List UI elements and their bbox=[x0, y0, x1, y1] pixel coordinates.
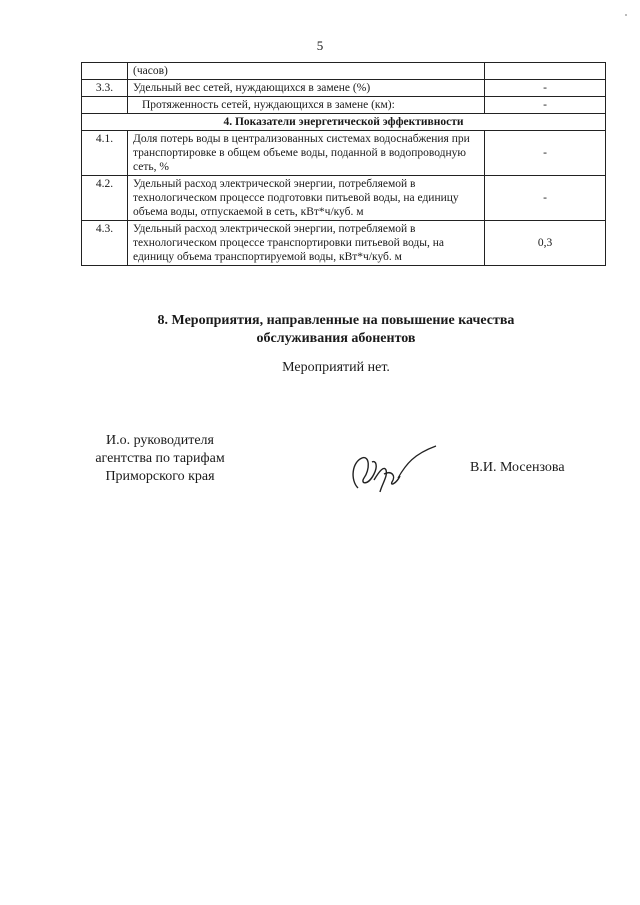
row-number: 4.3. bbox=[82, 221, 128, 266]
section-8-heading-line1: 8. Мероприятия, направленные на повышение качества bbox=[157, 313, 515, 328]
table-row bbox=[82, 221, 606, 266]
table-row bbox=[82, 97, 606, 114]
indicator-name: Протяженность сетей, нуждающихся в замене (км): bbox=[128, 97, 485, 114]
row-number bbox=[82, 63, 128, 80]
signer-title bbox=[70, 432, 250, 486]
table-row bbox=[82, 176, 606, 221]
scan-speck bbox=[625, 14, 627, 16]
signer-title-line1: И.о. руководителя bbox=[105, 433, 214, 448]
indicator-value bbox=[485, 63, 606, 80]
indicator-name: Удельный вес сетей, нуждающихся в замене (%) bbox=[128, 80, 485, 97]
table-row bbox=[82, 131, 606, 176]
indicator-name: (часов) bbox=[128, 63, 485, 80]
indicator-name: Удельный расход электрической энергии, потребляемой в технологическом процессе подготовки питьевой воды, на единицу объема воды, отпускаемой в сеть, кВт*ч/куб. м bbox=[128, 176, 485, 221]
row-number: 4.2. bbox=[82, 176, 128, 221]
signer-title-line3: Приморского края bbox=[105, 469, 215, 484]
row-number: 4.1. bbox=[82, 131, 128, 176]
handwritten-signature bbox=[340, 440, 440, 500]
indicator-name: Доля потерь воды в централизованных системах водоснабжения при транспортировке в общем объеме воды, поданной в водопроводную сеть, % bbox=[128, 131, 485, 176]
section-8-heading-line2: обслуживания абонентов bbox=[256, 331, 416, 346]
section-8-heading bbox=[0, 312, 640, 348]
indicator-name: Удельный расход электрической энергии, потребляемой в технологическом процессе транспортировки питьевой воды, на единицу объема транспортируемой воды, кВт*ч/куб. м bbox=[128, 221, 485, 266]
indicators-table bbox=[81, 62, 606, 266]
indicator-value: 0,3 bbox=[485, 221, 606, 266]
indicator-value: - bbox=[485, 131, 606, 176]
table-section-row bbox=[82, 114, 606, 131]
signer-title-line2: агентства по тарифам bbox=[95, 451, 225, 466]
section-title: 4. Показатели энергетической эффективности bbox=[82, 114, 606, 131]
table-row bbox=[82, 80, 606, 97]
no-measures-text: Мероприятий нет. bbox=[282, 360, 390, 375]
row-number: 3.3. bbox=[82, 80, 128, 97]
indicator-value: - bbox=[485, 176, 606, 221]
signer-name: В.И. Мосензова bbox=[470, 460, 565, 475]
page-number: 5 bbox=[316, 38, 324, 53]
row-number bbox=[82, 97, 128, 114]
indicator-value: - bbox=[485, 97, 606, 114]
table-row bbox=[82, 63, 606, 80]
indicator-value: - bbox=[485, 80, 606, 97]
